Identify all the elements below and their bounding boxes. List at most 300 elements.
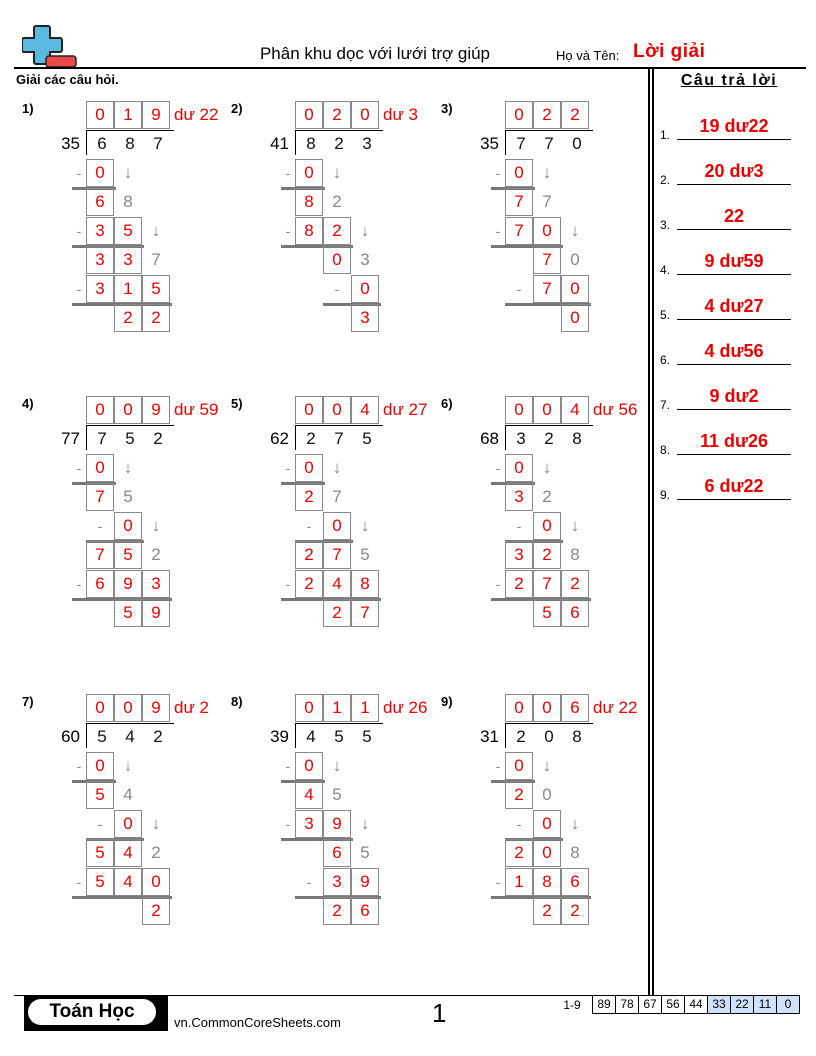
dividend-digit: 3: [362, 134, 372, 153]
subtrahend-digit: 3: [86, 217, 114, 245]
problem: [231, 690, 441, 970]
dividend-digit: 8: [572, 429, 582, 448]
answer-column-divider: [652, 68, 654, 996]
subtrahend-digit: 9: [351, 868, 379, 896]
answer-row: [660, 155, 800, 185]
brought-down-digit: 5: [332, 785, 342, 804]
dividend-digit: 4: [125, 727, 135, 746]
minus-sign: -: [76, 758, 82, 774]
problem-number: 2): [231, 101, 243, 116]
answer-line: [677, 229, 791, 230]
difference-digit: 4: [114, 839, 142, 867]
subtrahend-digit: 3: [323, 868, 351, 896]
difference-digit: 0: [323, 246, 351, 274]
subtrahend-digit: 4: [114, 868, 142, 896]
division-bracket-side: [295, 425, 296, 450]
bring-down-arrow-icon: ↓: [151, 221, 161, 240]
dividend-digit: 7: [97, 429, 107, 448]
quotient-digit: 9: [142, 396, 170, 424]
score-cell: 33: [708, 995, 731, 1014]
division-bracket-side: [86, 130, 87, 155]
score-cell: 89: [592, 995, 616, 1014]
subtrahend-digit: 0: [86, 454, 114, 482]
answer-line: [677, 274, 791, 275]
answer-row: [660, 335, 800, 365]
answer-number: 8.: [660, 443, 671, 457]
subtrahend-digit: 5: [86, 868, 114, 896]
dividend-digit: 8: [572, 727, 582, 746]
minus-sign: -: [76, 281, 82, 297]
dividend-digit: 5: [362, 727, 372, 746]
subtrahend-digit: 0: [86, 159, 114, 187]
difference-digit: 6: [351, 897, 379, 925]
division-bracket-side: [295, 130, 296, 155]
answer-number: 6.: [660, 353, 671, 367]
subtrahend-digit: 2: [561, 570, 589, 598]
difference-digit: 8: [295, 188, 323, 216]
problem-number: 5): [231, 396, 243, 411]
minus-sign: -: [76, 576, 82, 592]
subtrahend-digit: 0: [533, 512, 561, 540]
subtrahend-digit: 4: [323, 570, 351, 598]
bring-down-arrow-icon: ↓: [570, 814, 580, 833]
bring-down-arrow-icon: ↓: [542, 458, 552, 477]
difference-digit: 5: [533, 599, 561, 627]
problem-number: 7): [22, 694, 34, 709]
subtrahend-digit: 3: [295, 810, 323, 838]
answer-value: 4 dư27: [704, 296, 764, 316]
division-bracket-side: [86, 723, 87, 748]
quotient-digit: 0: [533, 396, 561, 424]
divisor: 35: [61, 134, 80, 153]
quotient-digit: 4: [351, 396, 379, 424]
dividend-digit: 2: [544, 429, 554, 448]
subtrahend-digit: 3: [86, 275, 114, 303]
answer-row: [660, 245, 800, 275]
quotient-digit: 0: [86, 396, 114, 424]
answer-value: 6 dư22: [704, 476, 764, 496]
name-label: Họ và Tên:: [556, 48, 620, 63]
division-bracket-side: [505, 130, 506, 155]
dividend-digit: 2: [334, 134, 344, 153]
answer-value: 4 dư56: [704, 341, 764, 361]
dividend-digit: 8: [306, 134, 316, 153]
minus-sign: -: [76, 874, 82, 890]
difference-digit: 4: [295, 781, 323, 809]
minus-sign: -: [97, 816, 103, 832]
answer-number: 7.: [660, 398, 671, 412]
bring-down-arrow-icon: ↓: [570, 516, 580, 535]
brought-down-digit: 7: [332, 487, 342, 506]
bring-down-arrow-icon: ↓: [360, 814, 370, 833]
bring-down-arrow-icon: ↓: [332, 458, 342, 477]
bring-down-arrow-icon: ↓: [123, 458, 133, 477]
brought-down-digit: 5: [360, 843, 370, 862]
quotient-digit: 0: [295, 694, 323, 722]
divisor: 60: [61, 727, 80, 746]
difference-digit: 2: [561, 897, 589, 925]
dividend-digit: 0: [572, 134, 582, 153]
quotient-digit: 0: [505, 694, 533, 722]
plus-minus-logo-icon: [22, 24, 78, 68]
difference-digit: 7: [533, 246, 561, 274]
problem-number: 4): [22, 396, 34, 411]
bring-down-arrow-icon: ↓: [123, 756, 133, 775]
subtrahend-digit: 0: [142, 868, 170, 896]
difference-digit: 7: [351, 599, 379, 627]
minus-sign: -: [285, 758, 291, 774]
subtrahend-digit: 0: [505, 454, 533, 482]
page-number: 1: [432, 998, 447, 1028]
page-title: Phân khu dọc với lưới trợ giúp: [259, 44, 491, 63]
answer-number: 1.: [660, 128, 671, 142]
problem-number: 9): [441, 694, 453, 709]
dividend-digit: 2: [516, 727, 526, 746]
score-cell: 22: [731, 995, 754, 1014]
subtrahend-digit: 7: [505, 217, 533, 245]
quotient-digit: 0: [351, 101, 379, 129]
problem: [22, 690, 232, 970]
difference-digit: 2: [323, 897, 351, 925]
quotient-digit: 9: [142, 694, 170, 722]
brought-down-digit: 0: [570, 250, 580, 269]
subtrahend-digit: 0: [351, 275, 379, 303]
problem-number: 1): [22, 101, 34, 116]
score-table: [552, 995, 800, 1014]
dividend-digit: 7: [544, 134, 554, 153]
subtrahend-digit: 0: [533, 810, 561, 838]
bring-down-arrow-icon: ↓: [151, 516, 161, 535]
divisor: 41: [270, 134, 289, 153]
subtrahend-digit: 8: [295, 217, 323, 245]
difference-digit: 2: [533, 541, 561, 569]
quotient-digit: 0: [505, 101, 533, 129]
brought-down-digit: 2: [542, 487, 552, 506]
name-value: Lời giải: [633, 41, 706, 62]
quotient-digit: 0: [533, 694, 561, 722]
quotient-digit: 1: [114, 101, 142, 129]
dividend-digit: 5: [334, 727, 344, 746]
problem-number: 6): [441, 396, 453, 411]
answer-value: 9 dư59: [704, 251, 764, 271]
difference-digit: 7: [323, 541, 351, 569]
brought-down-digit: 8: [570, 545, 580, 564]
difference-digit: 3: [505, 541, 533, 569]
score-cell: 0: [777, 995, 800, 1014]
bring-down-arrow-icon: ↓: [151, 814, 161, 833]
quotient-digit: 4: [561, 396, 589, 424]
minus-sign: -: [306, 518, 312, 534]
division-bracket-side: [505, 425, 506, 450]
answer-line: [677, 184, 791, 185]
bring-down-arrow-icon: ↓: [332, 756, 342, 775]
quotient-digit: 0: [323, 396, 351, 424]
difference-digit: 2: [533, 897, 561, 925]
answer-line: [677, 364, 791, 365]
brought-down-digit: 7: [542, 192, 552, 211]
problem: [231, 392, 441, 672]
dividend-digit: 2: [153, 429, 163, 448]
difference-digit: 7: [86, 541, 114, 569]
minus-sign: -: [495, 165, 501, 181]
answer-value: 19 dư22: [699, 116, 769, 136]
brought-down-digit: 3: [360, 250, 370, 269]
score-cell: 56: [662, 995, 685, 1014]
remainder: dư 27: [383, 400, 428, 419]
dividend-digit: 5: [125, 429, 135, 448]
answer-row: [660, 425, 800, 455]
dividend-digit: 5: [362, 429, 372, 448]
subtrahend-digit: 0: [86, 752, 114, 780]
subtrahend-digit: 7: [533, 570, 561, 598]
answer-number: 9.: [660, 488, 671, 502]
problem: [441, 392, 651, 672]
divisor: 39: [270, 727, 289, 746]
problem: [441, 690, 651, 970]
answer-row: [660, 110, 800, 140]
minus-sign: -: [495, 223, 501, 239]
minus-sign: -: [97, 518, 103, 534]
subtrahend-digit: 5: [114, 217, 142, 245]
minus-sign: -: [495, 758, 501, 774]
subtrahend-digit: 8: [533, 868, 561, 896]
header-divider: [14, 67, 806, 69]
minus-sign: -: [334, 281, 340, 297]
remainder: dư 26: [383, 698, 428, 717]
problem: [231, 97, 441, 377]
minus-sign: -: [516, 816, 522, 832]
subtrahend-digit: 9: [323, 810, 351, 838]
difference-digit: 2: [505, 839, 533, 867]
bring-down-arrow-icon: ↓: [332, 163, 342, 182]
bring-down-arrow-icon: ↓: [542, 756, 552, 775]
subtrahend-digit: 0: [505, 752, 533, 780]
answer-number: 5.: [660, 308, 671, 322]
quotient-digit: 0: [295, 396, 323, 424]
problem: [22, 97, 232, 377]
difference-digit: 5: [86, 781, 114, 809]
minus-sign: -: [495, 874, 501, 890]
subtrahend-digit: 6: [561, 868, 589, 896]
subtrahend-digit: 9: [114, 570, 142, 598]
difference-digit: 5: [114, 541, 142, 569]
instructions: Giải các câu hỏi.: [16, 72, 119, 87]
difference-digit: 6: [86, 188, 114, 216]
divisor: 35: [480, 134, 499, 153]
divisor: 31: [480, 727, 499, 746]
remainder: dư 56: [593, 400, 638, 419]
answer-key-heading: Câu trả lời: [680, 72, 778, 89]
difference-digit: 3: [114, 246, 142, 274]
minus-sign: -: [76, 223, 82, 239]
subtrahend-digit: 0: [114, 512, 142, 540]
quotient-digit: 0: [114, 396, 142, 424]
subtrahend-digit: 5: [142, 275, 170, 303]
answer-number: 4.: [660, 263, 671, 277]
brand-badge: Toán Học: [28, 999, 156, 1025]
answer-value: 20 dư3: [704, 161, 764, 181]
difference-digit: 9: [142, 599, 170, 627]
answer-row: [660, 380, 800, 410]
answer-row: [660, 200, 800, 230]
minus-sign: -: [495, 576, 501, 592]
remainder: dư 59: [174, 400, 219, 419]
answer-line: [677, 454, 791, 455]
dividend-digit: 2: [153, 727, 163, 746]
brought-down-digit: 2: [151, 843, 161, 862]
division-bracket-side: [86, 425, 87, 450]
answer-row: [660, 290, 800, 320]
dividend-digit: 4: [306, 727, 316, 746]
brought-down-digit: 2: [332, 192, 342, 211]
divisor: 62: [270, 429, 289, 448]
dividend-digit: 2: [306, 429, 316, 448]
divisor: 77: [61, 429, 80, 448]
difference-digit: 2: [114, 304, 142, 332]
bring-down-arrow-icon: ↓: [570, 221, 580, 240]
minus-sign: -: [285, 816, 291, 832]
minus-sign: -: [285, 460, 291, 476]
difference-digit: 2: [142, 897, 170, 925]
difference-digit: 2: [295, 483, 323, 511]
difference-digit: 6: [323, 839, 351, 867]
score-cell: 44: [685, 995, 708, 1014]
remainder: dư 2: [174, 698, 210, 717]
answer-value: 11 dư26: [699, 431, 769, 451]
minus-sign: -: [516, 518, 522, 534]
subtrahend-digit: 1: [114, 275, 142, 303]
difference-digit: 7: [86, 483, 114, 511]
remainder: dư 3: [383, 105, 419, 124]
difference-digit: 2: [323, 599, 351, 627]
minus-sign: -: [285, 223, 291, 239]
answer-line: [677, 499, 791, 500]
difference-digit: 5: [86, 839, 114, 867]
site-url: vn.CommonCoreSheets.com: [174, 1015, 341, 1030]
answer-number: 2.: [660, 173, 671, 187]
subtrahend-digit: 0: [295, 454, 323, 482]
difference-digit: 6: [561, 599, 589, 627]
bring-down-arrow-icon: ↓: [542, 163, 552, 182]
bring-down-arrow-icon: ↓: [360, 221, 370, 240]
remainder: dư 22: [593, 698, 638, 717]
dividend-digit: 5: [97, 727, 107, 746]
difference-digit: 2: [295, 541, 323, 569]
answer-line: [677, 319, 791, 320]
score-cell: 67: [639, 995, 662, 1014]
subtrahend-digit: 7: [533, 275, 561, 303]
quotient-digit: 2: [561, 101, 589, 129]
score-cell: 11: [754, 995, 777, 1014]
dividend-digit: 8: [125, 134, 135, 153]
subtrahend-digit: 1: [505, 868, 533, 896]
minus-sign: -: [516, 281, 522, 297]
dividend-digit: 7: [516, 134, 526, 153]
problem: [441, 97, 651, 377]
minus-sign: -: [285, 576, 291, 592]
divisor: 68: [480, 429, 499, 448]
difference-digit: 3: [351, 304, 379, 332]
quotient-digit: 1: [323, 694, 351, 722]
division-bracket-side: [295, 723, 296, 748]
minus-sign: -: [76, 460, 82, 476]
dividend-digit: 0: [544, 727, 554, 746]
remainder: dư 22: [174, 105, 219, 124]
answer-value: 22: [723, 206, 745, 226]
subtrahend-digit: 2: [323, 217, 351, 245]
difference-digit: 3: [505, 483, 533, 511]
difference-digit: 5: [114, 599, 142, 627]
brought-down-digit: 5: [360, 545, 370, 564]
subtrahend-digit: 0: [323, 512, 351, 540]
quotient-digit: 0: [86, 694, 114, 722]
problem-number: 8): [231, 694, 243, 709]
brought-down-digit: 2: [151, 545, 161, 564]
quotient-digit: 6: [561, 694, 589, 722]
dividend-digit: 7: [334, 429, 344, 448]
subtrahend-digit: 0: [295, 752, 323, 780]
answer-line: [677, 409, 791, 410]
brought-down-digit: 5: [123, 487, 133, 506]
quotient-digit: 0: [114, 694, 142, 722]
dividend-digit: 7: [153, 134, 163, 153]
brought-down-digit: 8: [570, 843, 580, 862]
problem-number: 3): [441, 101, 453, 116]
quotient-digit: 1: [351, 694, 379, 722]
subtrahend-digit: 6: [86, 570, 114, 598]
difference-digit: 0: [533, 839, 561, 867]
dividend-digit: 3: [516, 429, 526, 448]
subtrahend-digit: 0: [295, 159, 323, 187]
subtrahend-digit: 0: [533, 217, 561, 245]
division-bracket-side: [505, 723, 506, 748]
brought-down-digit: 0: [542, 785, 552, 804]
answer-row: [660, 470, 800, 500]
brought-down-digit: 7: [151, 250, 161, 269]
problem: [22, 392, 232, 672]
minus-sign: -: [76, 165, 82, 181]
difference-digit: 2: [142, 304, 170, 332]
difference-digit: 0: [561, 304, 589, 332]
quotient-digit: 2: [533, 101, 561, 129]
subtrahend-digit: 3: [142, 570, 170, 598]
brought-down-digit: 8: [123, 192, 133, 211]
answer-number: 3.: [660, 218, 671, 232]
difference-digit: 3: [86, 246, 114, 274]
subtrahend-digit: 2: [505, 570, 533, 598]
subtrahend-digit: 0: [505, 159, 533, 187]
subtrahend-digit: 8: [351, 570, 379, 598]
brought-down-digit: 4: [123, 785, 133, 804]
answer-line: [677, 139, 791, 140]
subtrahend-digit: 2: [295, 570, 323, 598]
subtrahend-digit: 0: [114, 810, 142, 838]
difference-digit: 7: [505, 188, 533, 216]
score-range-label: 1-9: [552, 995, 592, 1014]
answer-value: 9 dư2: [709, 386, 759, 406]
quotient-digit: 0: [295, 101, 323, 129]
bring-down-arrow-icon: ↓: [360, 516, 370, 535]
quotient-digit: 0: [505, 396, 533, 424]
minus-sign: -: [306, 874, 312, 890]
quotient-digit: 0: [86, 101, 114, 129]
score-cell: 78: [616, 995, 639, 1014]
difference-digit: 2: [505, 781, 533, 809]
quotient-digit: 9: [142, 101, 170, 129]
dividend-digit: 6: [97, 134, 107, 153]
minus-sign: -: [285, 165, 291, 181]
bring-down-arrow-icon: ↓: [123, 163, 133, 182]
